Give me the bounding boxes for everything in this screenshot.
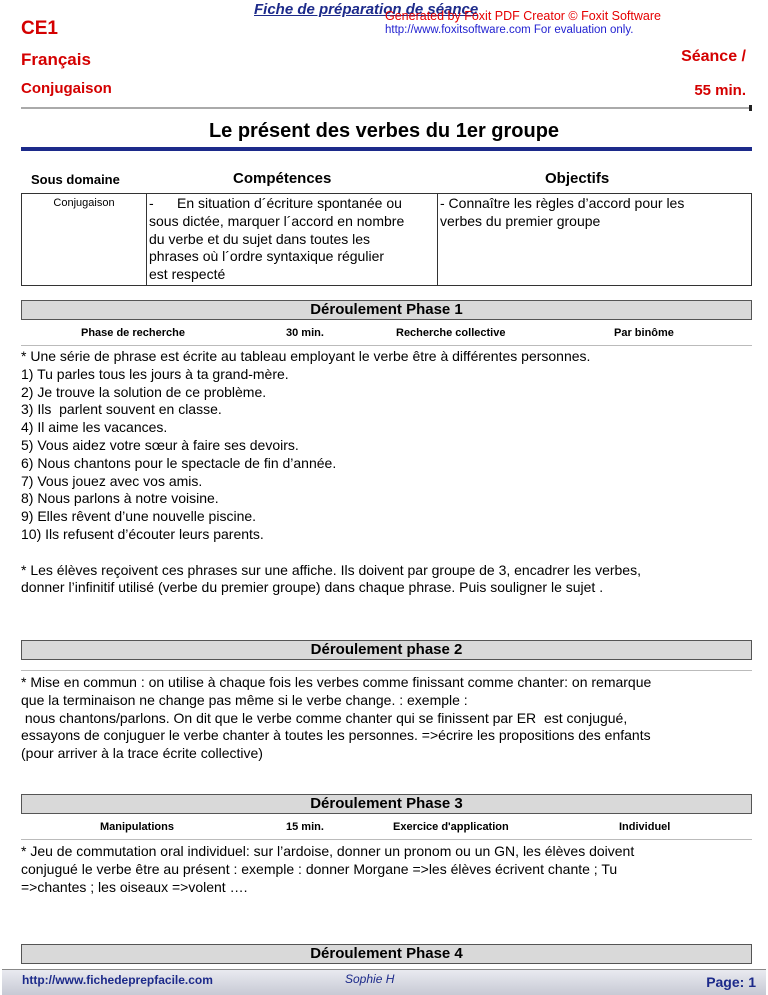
body-line: 9) Elles rêvent d’une nouvelle piscine. <box>21 508 257 525</box>
document-heading: Fiche de préparation de séance <box>254 1 479 18</box>
body-line: 8) Nous parlons à notre voisine. <box>21 490 219 507</box>
phase1-activity: Recherche collective <box>396 327 506 339</box>
phase2-heading: Déroulement phase 2 <box>21 640 752 660</box>
phase1-grouping: Par binôme <box>614 327 674 339</box>
phase3-heading: Déroulement Phase 3 <box>21 794 752 814</box>
watermark-line-2: http://www.foxitsoftware.com For evaluation only. <box>385 24 634 36</box>
body-line: 10) Ils refusent d’écouter leurs parents. <box>21 525 264 542</box>
competence-line: - En situation d´écriture spontanée ou <box>149 195 402 211</box>
objectif-line: verbes du premier groupe <box>440 212 601 229</box>
phase3-separator <box>21 839 752 840</box>
competence-table <box>21 193 752 286</box>
phase3-grouping: Individuel <box>619 821 671 833</box>
body-line: 3) Ils parlent souvent en classe. <box>21 401 222 418</box>
phase3-type: Manipulations <box>100 821 174 833</box>
level-label: CE1 <box>21 18 58 39</box>
phase1-time: 30 min. <box>286 327 324 339</box>
body-line: 1) Tu parles tous les jours à ta grand-mère. <box>21 365 289 382</box>
phase3-body <box>21 843 756 896</box>
phase2-separator <box>21 670 752 671</box>
body-line: donner l’infinitif utilisé (verbe du premier groupe) dans chaque phrase. Puis souligner le sujet . <box>21 579 604 596</box>
footer-author: Sophie H <box>345 972 395 986</box>
objectif-cell <box>438 194 752 286</box>
body-line: (pour arriver à la trace écrite collective) <box>21 745 263 762</box>
body-line: que la terminaison ne change pas même si le verbe change. : exemple : <box>21 691 468 708</box>
subject-label: Français <box>21 50 91 69</box>
domain-label: Conjugaison <box>21 80 112 97</box>
competence-line: est respecté <box>149 266 226 283</box>
phase4-heading: Déroulement Phase 4 <box>21 944 752 964</box>
body-line: =>chantes ; les oiseaux =>volent …. <box>21 878 248 895</box>
title-underline <box>21 147 752 151</box>
competence-line: du verbe et du sujet dans toutes les <box>149 230 371 247</box>
phase3-activity: Exercice d'application <box>393 821 509 833</box>
body-line: conjugué le verbe être au présent : exemple : donner Morgane =>les élèves écrivent chante ; Tu <box>21 860 618 877</box>
phase1-body <box>21 348 756 597</box>
footer-url[interactable]: http://www.fichedeprepfacile.com <box>22 973 213 987</box>
header-competences: Compétences <box>233 170 332 187</box>
duration-label: 55 min. <box>694 82 746 99</box>
body-line: 2) Je trouve la solution de ce problème. <box>21 383 267 400</box>
body-line: 4) Il aime les vacances. <box>21 419 168 436</box>
lesson-title: Le présent des verbes du 1er groupe <box>208 120 560 142</box>
competence-cell <box>147 194 438 286</box>
header-divider-cap <box>749 105 752 111</box>
body-line: * Jeu de commutation oral individuel: sur l’ardoise, donner un pronom ou un GN, les élèves doivent <box>21 843 635 859</box>
phase1-separator <box>21 345 752 346</box>
footer-page-number: Page: 1 <box>706 974 756 990</box>
phase1-type: Phase de recherche <box>81 327 185 339</box>
competence-line: phrases où l´ordre syntaxique régulier <box>149 248 385 265</box>
session-label: Séance / <box>681 48 746 65</box>
body-line <box>21 544 756 562</box>
phase3-time: 15 min. <box>286 821 324 833</box>
body-line: 6) Nous chantons pour le spectacle de fin d’année. <box>21 454 337 471</box>
body-line: 5) Vous aidez votre sœur à faire ses devoirs. <box>21 436 299 453</box>
body-line: 7) Vous jouez avec vos amis. <box>21 472 203 489</box>
objectif-line: - Connaître les règles d’accord pour les <box>440 195 685 211</box>
body-line: essayons de conjuguer le verbe chanter à toutes les personnes. =>écrire les propositions des enfants <box>21 727 651 744</box>
phase2-body <box>21 674 756 763</box>
header-objectifs: Objectifs <box>545 170 610 187</box>
body-line: * Une série de phrase est écrite au tableau employant le verbe être à différentes personnes. <box>21 348 591 364</box>
sous-domaine-value: Conjugaison <box>53 197 115 209</box>
phase1-heading: Déroulement Phase 1 <box>21 300 752 320</box>
body-line: * Les élèves reçoivent ces phrases sur une affiche. Ils doivent par groupe de 3, encadrer les verbes, <box>21 561 641 578</box>
sous-domaine-cell <box>22 194 147 286</box>
body-line: nous chantons/parlons. On dit que le verbe comme chanter qui se finissent par ER est conjugué, <box>21 709 628 726</box>
header-sous-domaine: Sous domaine <box>31 172 120 187</box>
watermark-line-1: Generated by Foxit PDF Creator © Foxit Software <box>385 9 661 23</box>
header-divider <box>21 107 752 109</box>
body-line: * Mise en commun : on utilise à chaque fois les verbes comme finissant comme chanter: on remarque <box>21 674 652 690</box>
competence-line: sous dictée, marquer l´accord en nombre <box>149 212 405 229</box>
